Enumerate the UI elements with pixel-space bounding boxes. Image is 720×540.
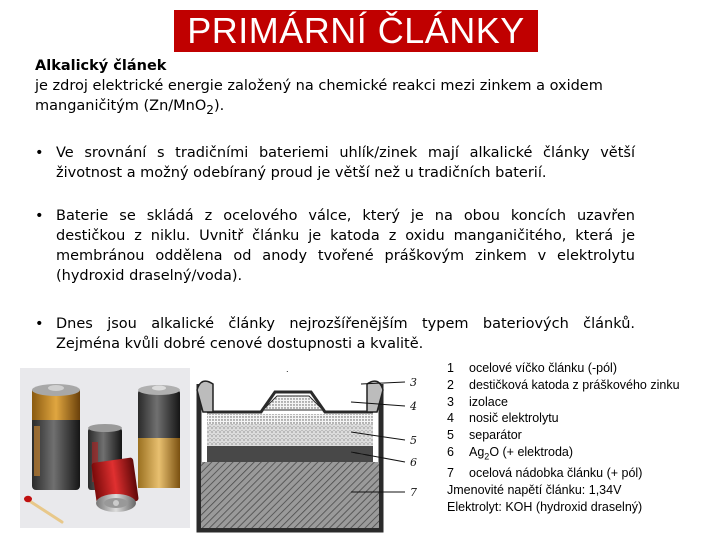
bullet-text: Baterie se skládá z ocelového válce, který je na obou koncích uzavřen destičkou z niklu. Uvnitř článku je katoda z oxidu manganičitého, která je membránou oddělena od anody tvořené práškovým zinkem v elektrolytu (hydroxid draselný/voda).: [56, 208, 635, 284]
battery-red: [91, 457, 139, 512]
bullet-dot: •: [35, 208, 44, 224]
bullet-item: [35, 206, 635, 286]
legend-item: [447, 427, 717, 444]
cathode-layer: [207, 414, 373, 424]
page-title: PRIMÁRNÍ ČLÁNKY: [174, 10, 538, 52]
bullet-text: Ve srovnání s tradičními bateriemi uhlík/zinek mají alkalické články větší životnost a možný odebíraný proud je větší než u tradičních baterií.: [56, 145, 635, 181]
bullet-item: [35, 314, 635, 354]
legend-item: [447, 394, 717, 411]
separator-layer: [207, 446, 373, 462]
diagram-label: 5: [410, 434, 417, 447]
bullet-item: [35, 143, 635, 183]
legend-number: 5: [447, 428, 454, 443]
intro-text-line2: [35, 96, 635, 120]
intro-block: [35, 56, 635, 120]
intro-heading: Alkalický článek: [35, 58, 167, 74]
diagram-label: 3: [410, 376, 417, 389]
legend-text: separátor: [469, 428, 522, 443]
legend-number: 2: [447, 377, 454, 392]
legend-number: 6: [447, 444, 454, 459]
electrolyte-note: Elektrolyt: KOH (hydroxid draselný): [447, 499, 643, 514]
legend-text-post: O (+ elektroda): [489, 444, 574, 459]
legend-text-pre: Ag: [469, 444, 485, 459]
legend: [447, 360, 717, 516]
cell-diagram: [191, 362, 441, 534]
diagram-label: 4: [410, 400, 417, 413]
electrolyte-layer: [207, 424, 373, 446]
diagram-label: 7: [410, 486, 417, 499]
intro-text-post: ).: [213, 98, 225, 114]
legend-item: [447, 360, 717, 377]
legend-item: [447, 410, 717, 427]
diagram-label: 6: [410, 456, 417, 469]
legend-text: ocelová nádobka článku (+ pól): [469, 466, 643, 481]
legend-text: ocelové víčko článku (-pól): [469, 361, 617, 375]
legend-text: destičková katoda z práškového zinku: [469, 377, 680, 392]
legend-number: 3: [447, 394, 454, 409]
legend-number: 1: [447, 361, 454, 375]
voltage-note: Jmenovité napětí článku: 1,34V: [447, 483, 622, 498]
batteries-photo: [20, 368, 190, 528]
legend-item: [447, 444, 717, 465]
legend-number: 4: [447, 411, 454, 426]
legend-item: [447, 377, 717, 394]
bullet-dot: •: [35, 316, 44, 332]
diagram-tick: .: [286, 365, 289, 374]
bullet-dot: •: [35, 145, 44, 161]
intro-text-sub: 2: [206, 102, 214, 117]
battery-gold: [138, 385, 180, 488]
legend-number: 7: [447, 466, 454, 481]
intro-text-pre: manganičitým (Zn/MnO: [35, 98, 207, 114]
legend-text: nosič elektrolytu: [469, 411, 559, 426]
legend-item: [447, 465, 717, 482]
intro-text-line1: je zdroj elektrické energie založený na chemické reakci mezi zinkem a oxidem: [35, 78, 603, 94]
legend-text: izolace: [469, 394, 508, 409]
bullet-text: Dnes jsou alkalické články nejrozšířenějším typem bateriových článků. Zejména kvůli dobré cenové dostupnosti a kvalitě.: [56, 316, 635, 352]
battery-large: [32, 384, 80, 490]
legend-text-sub: 2: [484, 451, 490, 462]
